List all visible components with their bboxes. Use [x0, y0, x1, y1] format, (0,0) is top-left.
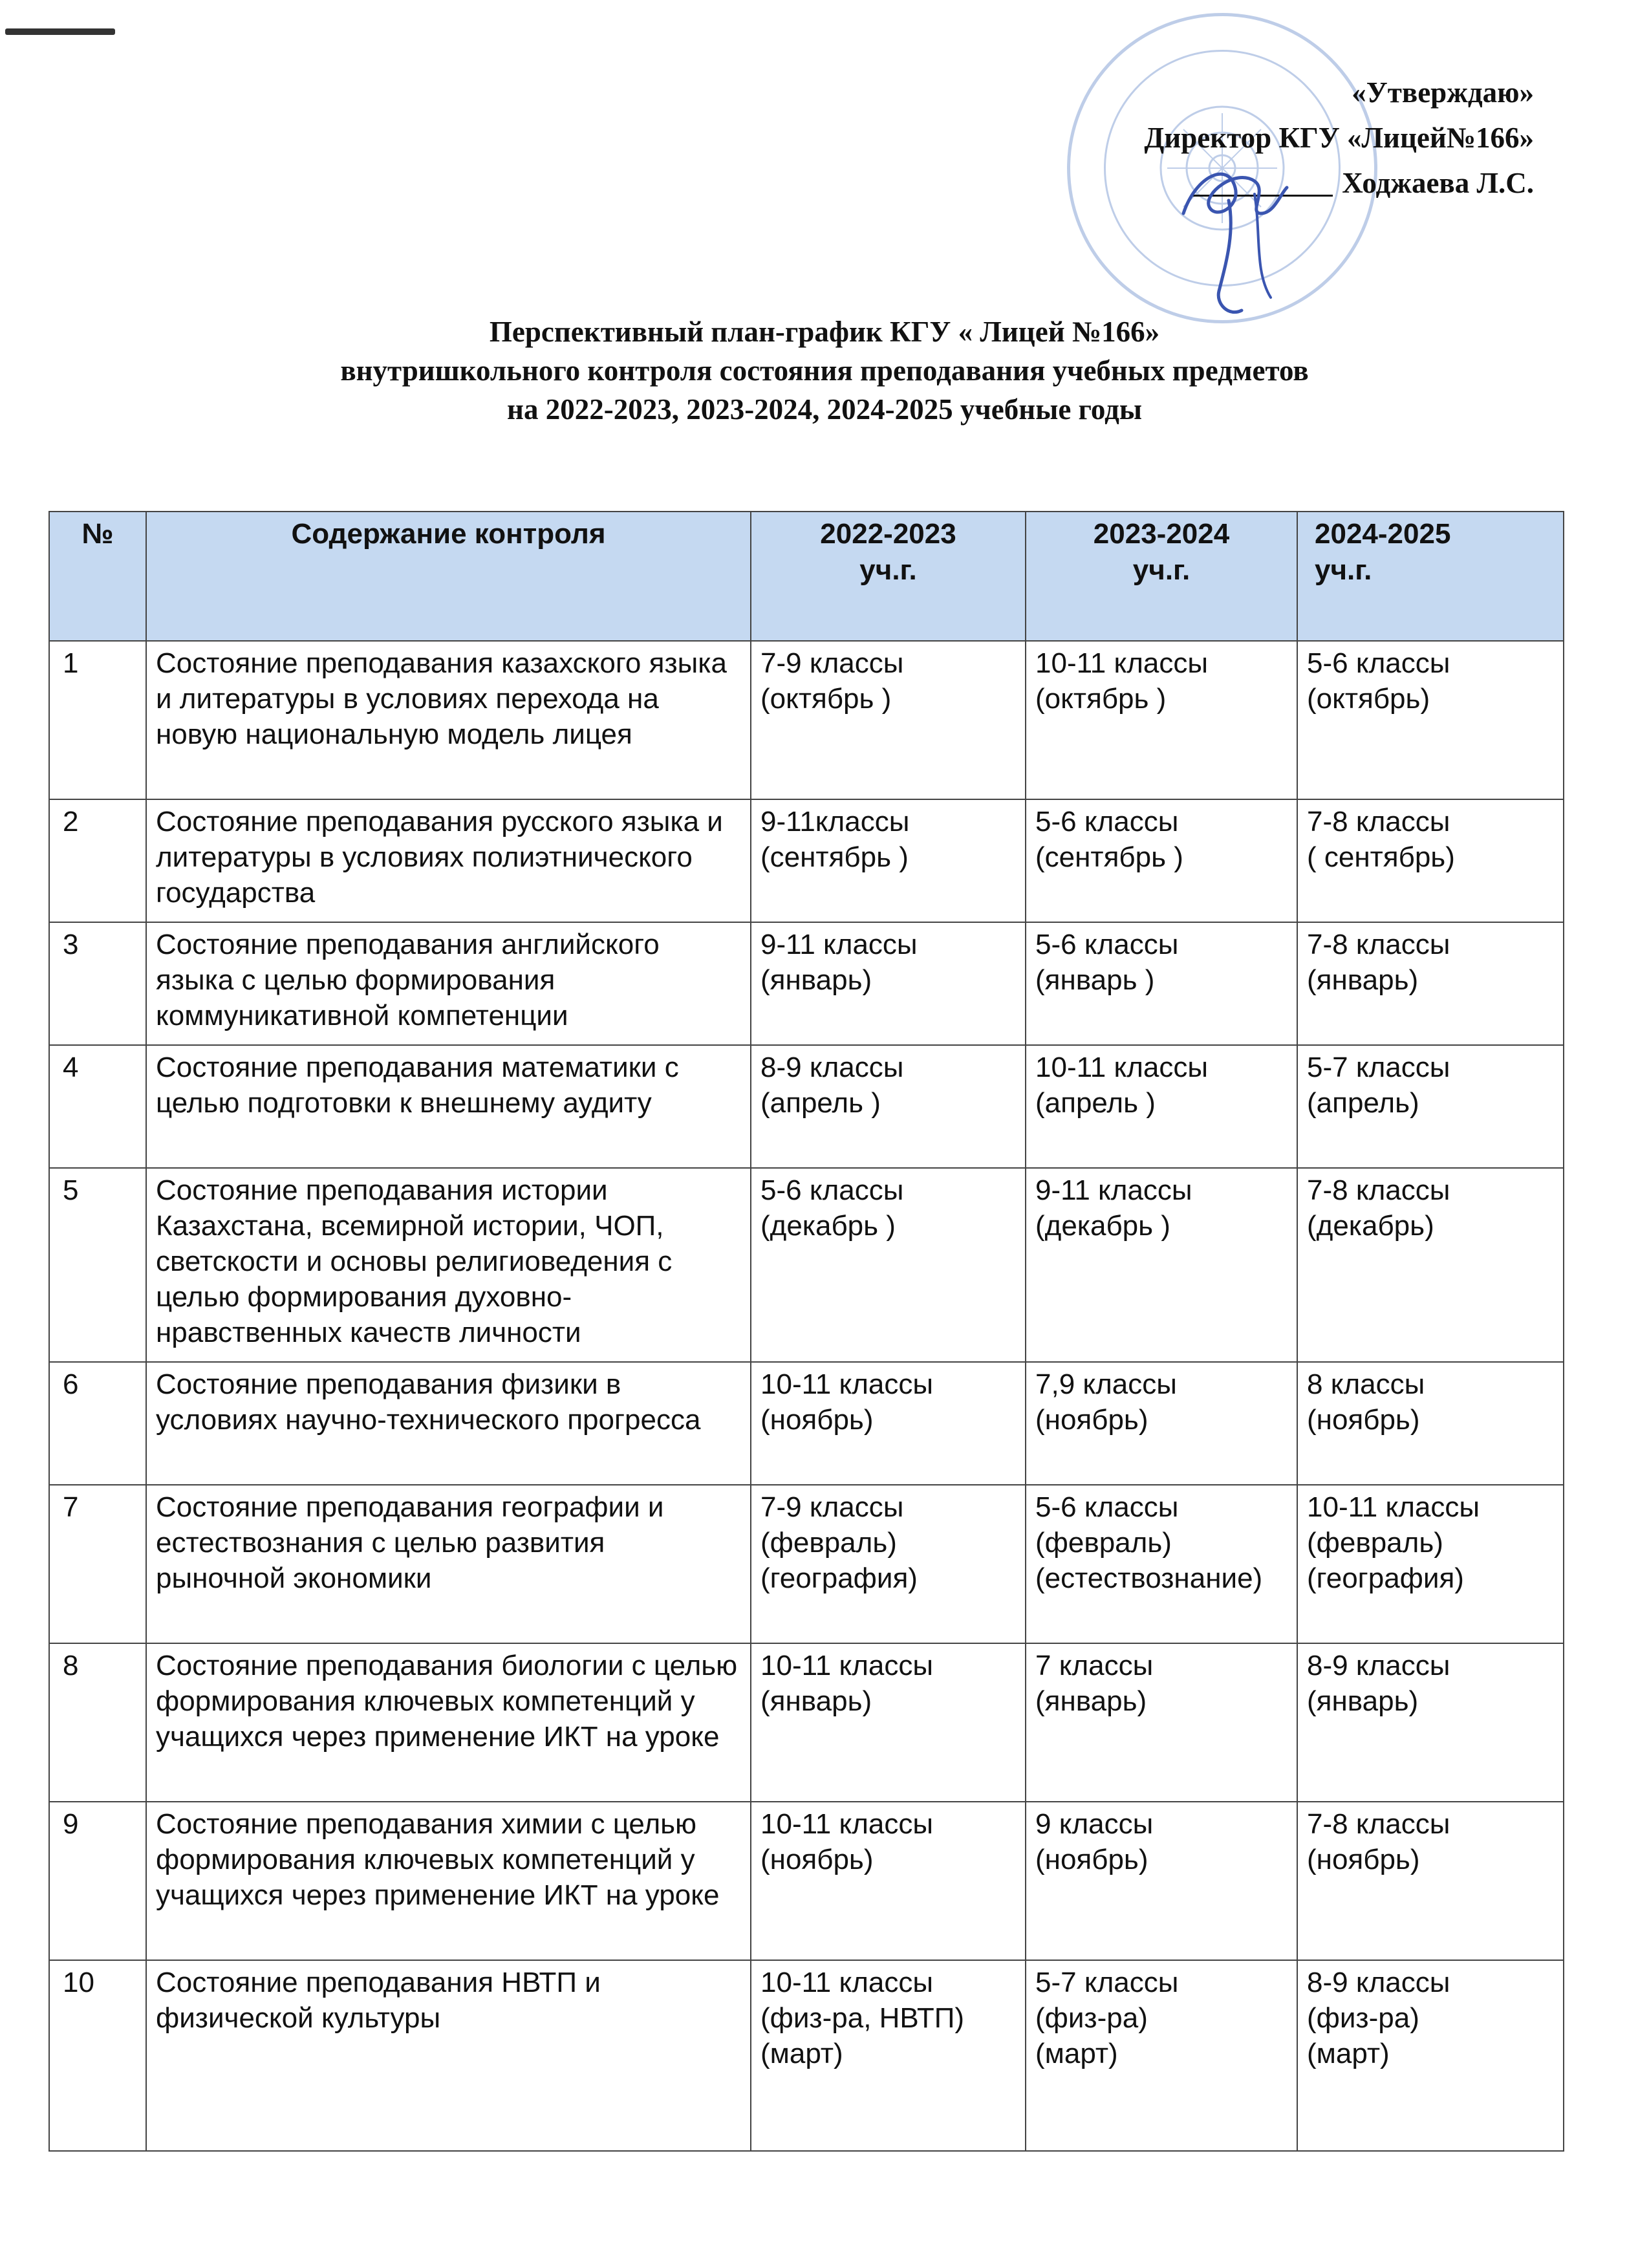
table-row: [49, 1045, 1564, 1168]
cell-line: (январь): [760, 964, 872, 996]
cell-line: 9-11классы: [760, 806, 910, 837]
cell-line: 10-11 классы: [760, 1368, 934, 1400]
cell-line: 7-8 классы: [1307, 806, 1450, 837]
cell-line: (ноябрь): [1035, 1844, 1148, 1875]
cell-2022-2023: [751, 1362, 1026, 1485]
cell-line: (физ-ра): [1035, 2002, 1148, 2034]
cell-2022-2023: [751, 1643, 1026, 1802]
cell-line: (февраль): [1307, 1527, 1443, 1559]
cell-line: (январь): [1035, 1685, 1147, 1717]
cell-line: 5-7 классы: [1307, 1052, 1450, 1083]
table-row: [49, 641, 1564, 799]
row-content: Состояние преподавания физики в условиях научно-технического прогресса: [146, 1362, 751, 1485]
cell-line: 9-11 классы: [760, 929, 918, 960]
table-row: [49, 1802, 1564, 1960]
cell-2022-2023: [751, 922, 1026, 1045]
cell-line: 10-11 классы: [1035, 647, 1209, 679]
cell-line: (октябрь ): [1035, 683, 1167, 715]
row-content: Состояние преподавания английского языка с целью формирования коммуникативной компетенции: [146, 922, 751, 1045]
title-line-1: Перспективный план-график КГУ « Лицей №166»: [489, 316, 1160, 348]
row-number: 9: [49, 1802, 146, 1960]
cell-line: 7-9 классы: [760, 647, 904, 679]
table-row: [49, 922, 1564, 1045]
cell-2023-2024: [1026, 922, 1297, 1045]
row-content: Состояние преподавания математики с целью подготовки к внешнему аудиту: [146, 1045, 751, 1168]
cell-2022-2023: [751, 799, 1026, 922]
table-row: [49, 799, 1564, 922]
cell-line: (февраль): [760, 1527, 897, 1559]
row-content: Состояние преподавания географии и естествознания с целью развития рыночной экономики: [146, 1485, 751, 1643]
cell-line: 8-9 классы: [1307, 1650, 1450, 1681]
cell-line: 10-11 классы: [1307, 1491, 1480, 1523]
row-content: Состояние преподавания химии с целью формирования ключевых компетенций у учащихся через применение ИКТ на уроке: [146, 1802, 751, 1960]
cell-2024-2025: [1297, 922, 1564, 1045]
row-content: Состояние преподавания биологии с целью формирования ключевых компетенций у учащихся через применение ИКТ на уроке: [146, 1643, 751, 1802]
cell-line: 5-7 классы: [1035, 1967, 1179, 1998]
cell-line: (январь): [1307, 1685, 1419, 1717]
cell-line: (сентябрь ): [1035, 841, 1183, 873]
cell-2023-2024: [1026, 1362, 1297, 1485]
header-year-label: 2023-2024: [1093, 518, 1230, 550]
row-content: Состояние преподавания казахского языка и литературы в условиях перехода на новую национальную модель лицея: [146, 641, 751, 799]
cell-2024-2025: [1297, 1168, 1564, 1362]
header-number: №: [49, 512, 146, 641]
cell-line: (декабрь): [1307, 1210, 1434, 1242]
table-row: [49, 1362, 1564, 1485]
header-year-2024-2025: [1297, 512, 1564, 641]
table-row: [49, 1643, 1564, 1802]
cell-2023-2024: [1026, 1960, 1297, 2151]
row-number: 3: [49, 922, 146, 1045]
cell-2024-2025: [1297, 799, 1564, 922]
cell-line: (октябрь ): [760, 683, 892, 715]
cell-line: (март): [1307, 2038, 1390, 2069]
cell-2024-2025: [1297, 1802, 1564, 1960]
cell-line: (декабрь ): [1035, 1210, 1170, 1242]
cell-line: (март): [1035, 2038, 1118, 2069]
cell-line: (январь ): [1035, 964, 1155, 996]
header-year-2023-2024: [1026, 512, 1297, 641]
cell-2023-2024: [1026, 1045, 1297, 1168]
cell-line: (сентябрь ): [760, 841, 909, 873]
cell-2023-2024: [1026, 1168, 1297, 1362]
header-year-2022-2023: [751, 512, 1026, 641]
row-number: 5: [49, 1168, 146, 1362]
control-plan-table: [48, 511, 1564, 2152]
cell-line: 9 классы: [1035, 1808, 1154, 1840]
cell-line: 5-6 классы: [1035, 806, 1179, 837]
cell-2022-2023: [751, 641, 1026, 799]
title-line-3: на 2022-2023, 2023-2024, 2024-2025 учебные годы: [507, 393, 1142, 426]
cell-2024-2025: [1297, 1045, 1564, 1168]
cell-line: (октябрь): [1307, 683, 1430, 715]
row-content: Состояние преподавания русского языка и литературы в условиях полиэтнического государства: [146, 799, 751, 922]
cell-2024-2025: [1297, 1362, 1564, 1485]
cell-line: (география): [1307, 1562, 1464, 1594]
director-signature: [1158, 123, 1326, 330]
row-content: Состояние преподавания истории Казахстана, всемирной истории, ЧОП, светскости и основы религиоведения с целью формирования духовно-нравственных качеств личности: [146, 1168, 751, 1362]
cell-line: 5-6 классы: [1035, 929, 1179, 960]
cell-line: 5-6 классы: [1307, 647, 1450, 679]
cell-line: 5-6 классы: [760, 1174, 904, 1206]
cell-line: (ноябрь): [1035, 1404, 1148, 1436]
cell-line: 10-11 классы: [760, 1967, 934, 1998]
cell-line: (ноябрь): [760, 1404, 874, 1436]
cell-line: (январь): [760, 1685, 872, 1717]
header-year-label: 2024-2025: [1315, 518, 1451, 550]
cell-2023-2024: [1026, 1802, 1297, 1960]
table-row: [49, 1960, 1564, 2151]
cell-line: (декабрь ): [760, 1210, 896, 1242]
row-number: 2: [49, 799, 146, 922]
row-content: Состояние преподавания НВТП и физической культуры: [146, 1960, 751, 2151]
cell-2024-2025: [1297, 1485, 1564, 1643]
cell-line: (ноябрь): [760, 1844, 874, 1875]
cell-line: (апрель): [1307, 1087, 1419, 1119]
row-number: 1: [49, 641, 146, 799]
cell-line: (естествознание): [1035, 1562, 1263, 1594]
scan-edge-mark: [5, 28, 115, 35]
cell-line: (ноябрь): [1307, 1844, 1420, 1875]
header-year-suffix: уч.г.: [1132, 554, 1191, 586]
table-row: [49, 1168, 1564, 1362]
cell-line: (физ-ра, НВТП): [760, 2002, 964, 2034]
cell-line: 5-6 классы: [1035, 1491, 1179, 1523]
cell-line: 10-11 классы: [1035, 1052, 1209, 1083]
cell-2024-2025: [1297, 1643, 1564, 1802]
cell-line: 10-11 классы: [760, 1808, 934, 1840]
approval-name: Ходжаева Л.С.: [1342, 167, 1534, 199]
cell-line: 7,9 классы: [1035, 1368, 1177, 1400]
cell-line: 8-9 классы: [760, 1052, 904, 1083]
title-line-2: внутришкольного контроля состояния преподавания учебных предметов: [340, 354, 1309, 387]
cell-line: 10-11 классы: [760, 1650, 934, 1681]
row-number: 10: [49, 1960, 146, 2151]
cell-2022-2023: [751, 1045, 1026, 1168]
cell-2022-2023: [751, 1485, 1026, 1643]
cell-2023-2024: [1026, 641, 1297, 799]
header-content: Содержание контроля: [146, 512, 751, 641]
cell-2024-2025: [1297, 1960, 1564, 2151]
header-year-suffix: уч.г.: [1315, 554, 1372, 586]
document-title: [0, 312, 1649, 429]
cell-line: 9-11 классы: [1035, 1174, 1192, 1206]
cell-line: ( сентябрь): [1307, 841, 1455, 873]
cell-line: 7-9 классы: [760, 1491, 904, 1523]
cell-2024-2025: [1297, 641, 1564, 799]
cell-2022-2023: [751, 1960, 1026, 2151]
cell-2023-2024: [1026, 1643, 1297, 1802]
cell-line: 7 классы: [1035, 1650, 1154, 1681]
cell-line: (февраль): [1035, 1527, 1172, 1559]
row-number: 6: [49, 1362, 146, 1485]
cell-2022-2023: [751, 1168, 1026, 1362]
table-header-row: [49, 512, 1564, 641]
cell-line: (январь): [1307, 964, 1419, 996]
cell-line: 8 классы: [1307, 1368, 1425, 1400]
cell-line: (физ-ра): [1307, 2002, 1419, 2034]
row-number: 4: [49, 1045, 146, 1168]
cell-line: 7-8 классы: [1307, 1808, 1450, 1840]
header-year-suffix: уч.г.: [859, 554, 917, 586]
approval-heading: «Утверждаю»: [1352, 76, 1534, 109]
cell-line: (март): [760, 2038, 843, 2069]
cell-line: (география): [760, 1562, 918, 1594]
approval-director: Директор КГУ «Лицей№166»: [1144, 122, 1534, 154]
cell-2023-2024: [1026, 799, 1297, 922]
cell-line: (апрель ): [1035, 1087, 1156, 1119]
cell-line: 8-9 классы: [1307, 1967, 1450, 1998]
header-year-label: 2022-2023: [820, 518, 956, 550]
cell-2023-2024: [1026, 1485, 1297, 1643]
cell-2022-2023: [751, 1802, 1026, 1960]
table-row: [49, 1485, 1564, 1643]
cell-line: 7-8 классы: [1307, 1174, 1450, 1206]
cell-line: (ноябрь): [1307, 1404, 1420, 1436]
cell-line: 7-8 классы: [1307, 929, 1450, 960]
row-number: 7: [49, 1485, 146, 1643]
cell-line: (апрель ): [760, 1087, 881, 1119]
row-number: 8: [49, 1643, 146, 1802]
